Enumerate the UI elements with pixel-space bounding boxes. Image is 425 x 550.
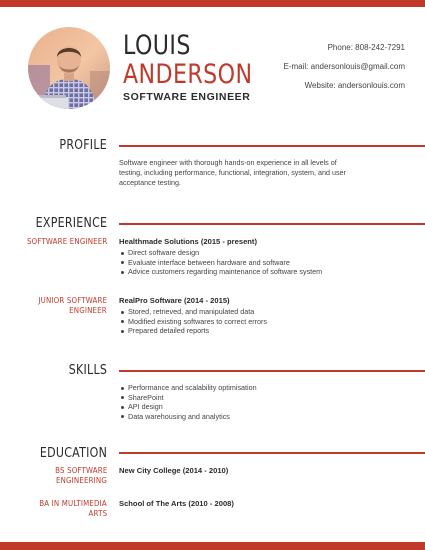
section-rule-education <box>119 452 425 454</box>
education-degree-line: ENGINEERING <box>55 475 107 485</box>
profile-photo <box>28 27 110 109</box>
job-title: SOFTWARE ENGINEER <box>123 91 251 103</box>
last-name: ANDERSON <box>123 59 253 90</box>
education-degree <box>11 466 107 485</box>
job-role <box>11 296 107 315</box>
education-degree <box>11 499 107 518</box>
bottom-accent-bar <box>0 542 425 550</box>
top-accent-bar <box>0 0 425 7</box>
first-name: LOUIS <box>123 30 191 61</box>
education-degree-line: BS SOFTWARE <box>54 466 107 475</box>
list-item: Evaluate interface between hardware and software <box>119 258 339 268</box>
job-role-line: JUNIOR SOFTWARE <box>38 296 107 305</box>
skills-list <box>119 383 339 421</box>
contact-phone: Phone: 808-242-7291 <box>327 43 405 52</box>
job-role-line: SOFTWARE ENGINEER <box>26 237 107 246</box>
education-school: School of The Arts (2010 - 2008) <box>119 499 234 508</box>
contact-email[interactable]: E-mail: andersonlouis@gmail.com <box>283 62 405 71</box>
job-company: Healthmade Solutions (2015 - present) <box>119 237 257 246</box>
profile-text: Software engineer with thorough hands-on experience in all levels of testing, including performance, functional, integration, system, and user acceptance testing. <box>119 158 346 187</box>
section-title-experience: EXPERIENCE <box>35 216 107 231</box>
list-item: Data warehousing and analytics <box>119 412 339 422</box>
job-role <box>11 237 107 247</box>
list-item: Direct software design <box>119 248 339 258</box>
section-title-education: EDUCATION <box>39 446 107 461</box>
list-item: Performance and scalability optimisation <box>119 383 339 393</box>
list-item: SharePoint <box>119 393 339 403</box>
list-item: Prepared detailed reports <box>119 326 339 336</box>
list-item: Advice customers regarding maintenance of software system <box>119 267 339 277</box>
list-item: API design <box>119 402 339 412</box>
contact-website[interactable]: Website: andersonlouis.com <box>304 81 405 90</box>
section-rule-skills <box>119 370 425 372</box>
job-role-line: ENGINEER <box>69 305 107 315</box>
job-company: RealPro Software (2014 - 2015) <box>119 296 230 305</box>
section-title-profile: PROFILE <box>59 138 107 153</box>
section-rule-experience <box>119 223 425 225</box>
education-school: New City College (2014 - 2010) <box>119 466 229 475</box>
section-title-skills: SKILLS <box>68 363 107 378</box>
education-degree-line: ARTS <box>88 508 107 518</box>
job-bullets <box>119 248 339 277</box>
section-rule-profile <box>119 145 425 147</box>
education-degree-line: BA IN MULTIMEDIA <box>39 499 107 508</box>
list-item: Stored, retrieved, and manipulated data <box>119 307 339 317</box>
list-item: Modified existing softwares to correct errors <box>119 317 339 327</box>
job-bullets <box>119 307 339 336</box>
